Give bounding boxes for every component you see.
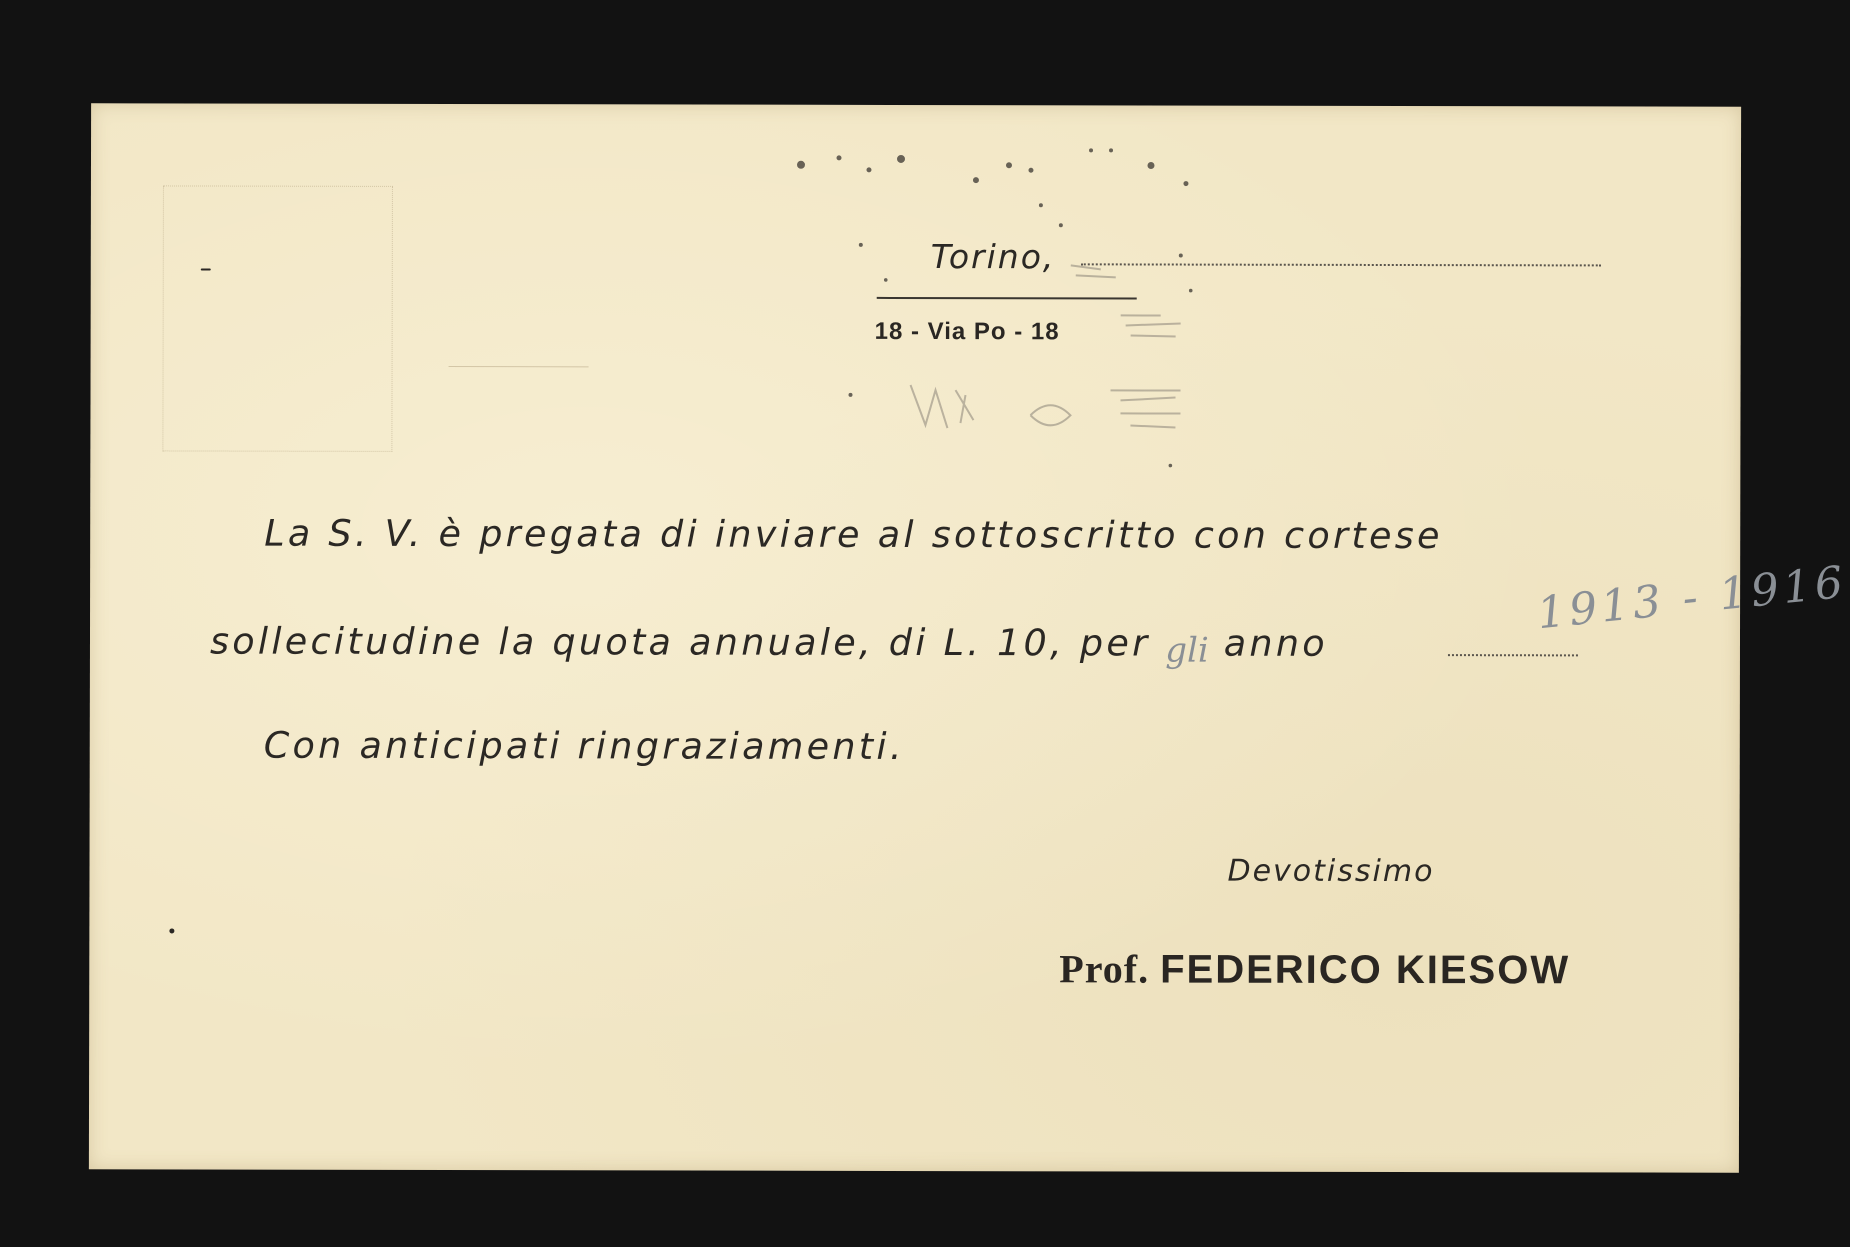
handwritten-years-area — [1190, 556, 1850, 687]
ink-speck — [169, 928, 174, 933]
signature-title: Prof. — [1059, 946, 1150, 992]
handwritten-years: 1913 - 1916 — [1534, 556, 1850, 640]
stamp-placeholder-box — [162, 185, 393, 451]
sender-address: 18 - Via Po - 18 — [874, 317, 1060, 346]
closing-salutation: Devotissimo — [1227, 853, 1435, 890]
city-label: Torino, — [930, 237, 1056, 277]
postcard — [89, 103, 1850, 1172]
handwritten-article-mark: gli — [1165, 630, 1209, 671]
body-line-2-suffix: anno — [1223, 621, 1328, 665]
body-line-3: Con anticipati ringraziamenti. — [263, 723, 905, 768]
signature-name: FEDERICO KIESOW — [1160, 947, 1571, 993]
body-line-2 — [209, 619, 1328, 671]
body-line-2-prefix: sollecitudine la quota annuale, di L. 10, per — [209, 619, 1151, 665]
body-line-1: La S. V. è pregata di inviare al sottoscritto con cortese — [264, 511, 1443, 558]
faint-rule — [449, 366, 589, 367]
signature-block — [1059, 945, 1570, 993]
ink-speck — [201, 269, 211, 271]
